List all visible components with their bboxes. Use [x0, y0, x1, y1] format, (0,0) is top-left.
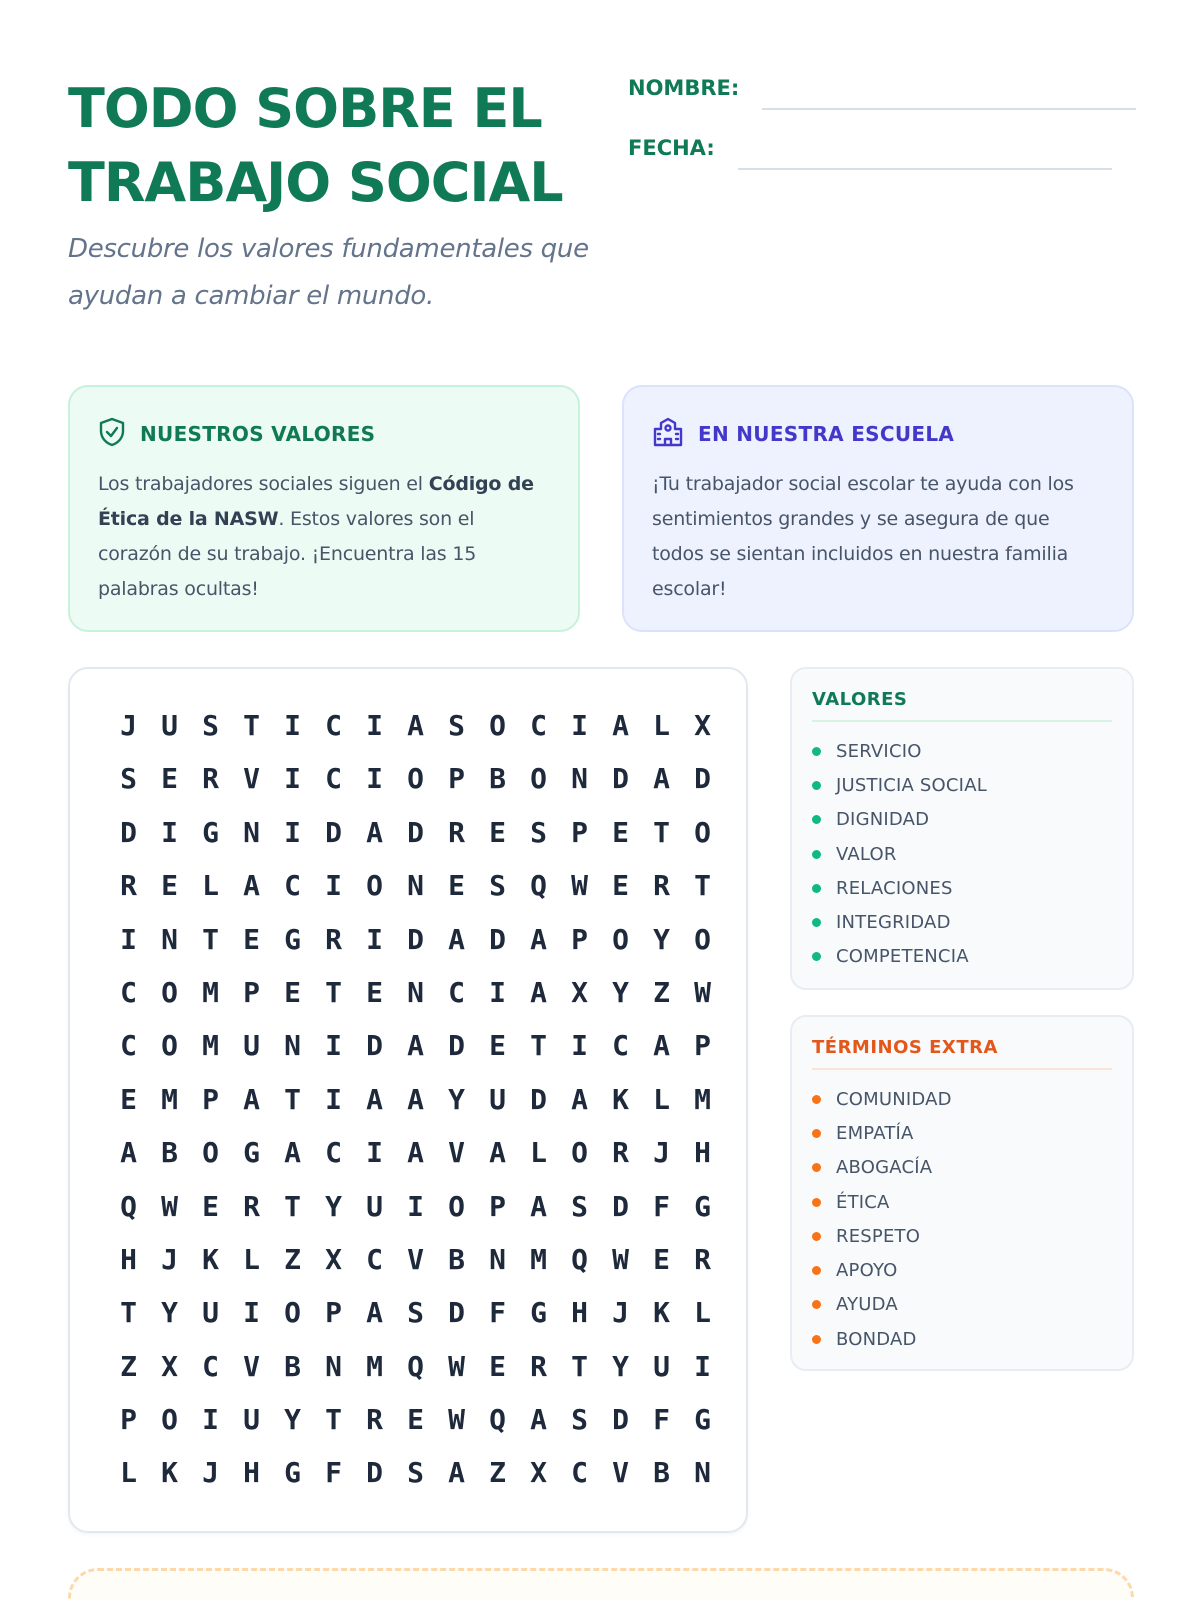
grid-letter[interactable]: I [284, 762, 301, 796]
grid-letter[interactable]: Z [653, 975, 670, 1009]
grid-letter[interactable]: S [202, 709, 219, 742]
word-list-item [812, 940, 1112, 974]
grid-letter[interactable]: P [325, 1296, 342, 1330]
extra-word-list [790, 1015, 1134, 1371]
bullet-dot-icon [812, 918, 821, 927]
grid-letter[interactable]: O [407, 762, 424, 796]
grid-letter[interactable]: Y [284, 1403, 301, 1437]
grid-letter[interactable]: E [448, 869, 465, 903]
grid-letter[interactable]: Y [161, 1296, 178, 1330]
grid-letter[interactable]: R [366, 1403, 383, 1437]
grid-letter[interactable]: Y [653, 922, 670, 956]
grid-letter[interactable]: L [202, 869, 219, 903]
grid-letter[interactable]: R [653, 869, 670, 903]
grid-letter[interactable]: S [571, 1403, 588, 1437]
grid-letter[interactable]: E [366, 975, 383, 1009]
grid-letter[interactable]: A [243, 869, 260, 903]
grid-letter[interactable]: G [243, 1136, 260, 1170]
word-label: RELACIONES [836, 877, 953, 899]
grid-letter[interactable]: Q [120, 1189, 137, 1223]
letter-grid [108, 699, 723, 1500]
grid-letter[interactable]: O [161, 975, 178, 1009]
grid-letter[interactable]: I [202, 1403, 219, 1437]
bottom-dashed-panel [68, 1568, 1134, 1600]
word-list-item [812, 1219, 1112, 1253]
grid-letter[interactable]: N [571, 762, 588, 796]
word-list-item [812, 1288, 1112, 1322]
grid-letter[interactable]: N [243, 815, 260, 849]
values-card-title: NUESTROS VALORES [140, 422, 376, 446]
bullet-dot-icon [812, 884, 821, 893]
grid-letter[interactable]: L [694, 1296, 711, 1330]
word-label: SERVICIO [836, 740, 922, 762]
grid-letter[interactable]: U [366, 1189, 383, 1223]
grid-letter[interactable]: U [243, 1403, 260, 1437]
grid-letter[interactable]: Y [325, 1189, 342, 1223]
grid-letter[interactable]: E [284, 975, 301, 1009]
grid-letter[interactable]: W [694, 975, 711, 1009]
grid-letter[interactable]: B [489, 762, 506, 796]
grid-letter[interactable]: E [202, 1189, 219, 1223]
grid-letter[interactable]: A [489, 1136, 506, 1170]
grid-letter[interactable]: E [489, 1349, 506, 1383]
word-label: JUSTICIA SOCIAL [836, 774, 987, 796]
word-search-grid [68, 667, 748, 1533]
grid-letter[interactable]: A [366, 815, 383, 849]
grid-letter[interactable]: O [284, 1296, 301, 1330]
grid-letter[interactable]: P [571, 922, 588, 956]
grid-letter[interactable]: A [448, 922, 465, 956]
grid-letter[interactable]: I [284, 709, 301, 742]
grid-letter[interactable]: D [366, 1029, 383, 1063]
grid-letter[interactable]: M [202, 975, 219, 1009]
grid-letter[interactable]: R [530, 1349, 547, 1383]
grid-letter[interactable]: B [653, 1456, 670, 1490]
grid-letter[interactable]: P [694, 1029, 711, 1063]
grid-letter[interactable]: U [243, 1029, 260, 1063]
grid-letter[interactable]: I [161, 815, 178, 849]
grid-letter[interactable]: O [694, 815, 711, 849]
grid-letter[interactable]: D [366, 1456, 383, 1490]
word-list-item [812, 871, 1112, 905]
grid-letter[interactable]: Y [612, 1349, 629, 1383]
grid-letter[interactable]: A [284, 1136, 301, 1170]
grid-letter[interactable]: X [571, 975, 588, 1009]
grid-letter[interactable]: A [612, 709, 629, 742]
grid-letter[interactable]: T [202, 922, 219, 956]
grid-letter[interactable]: O [571, 1136, 588, 1170]
grid-letter[interactable]: N [489, 1242, 506, 1276]
school-card-text: ¡Tu trabajador social escolar te ayuda con los sentimientos grandes y se asegura de que todos se sientan incluidos en nuestra familia escolar! [652, 473, 1074, 600]
grid-letter[interactable]: X [694, 709, 711, 742]
grid-letter[interactable]: G [694, 1189, 711, 1223]
grid-letter[interactable]: M [366, 1349, 383, 1383]
bullet-dot-icon [812, 1335, 821, 1344]
grid-letter[interactable]: V [448, 1136, 465, 1170]
grid-letter[interactable]: I [284, 815, 301, 849]
word-label: APOYO [836, 1260, 898, 1282]
grid-letter[interactable]: E [407, 1403, 424, 1437]
grid-letter[interactable]: A [530, 1403, 547, 1437]
grid-letter[interactable]: D [612, 762, 629, 796]
values-list-title: VALORES [812, 689, 1112, 722]
grid-letter[interactable]: O [530, 762, 547, 796]
grid-letter[interactable]: D [120, 815, 137, 849]
date-label: FECHA: [628, 136, 715, 160]
grid-letter[interactable]: A [530, 975, 547, 1009]
grid-letter[interactable]: S [120, 762, 137, 796]
grid-letter[interactable]: E [161, 869, 178, 903]
grid-letter[interactable]: V [407, 1242, 424, 1276]
grid-letter[interactable]: W [612, 1242, 629, 1276]
grid-letter[interactable]: L [120, 1456, 137, 1490]
word-list-item [812, 1151, 1112, 1185]
grid-letter[interactable]: H [694, 1136, 711, 1170]
word-list-item [812, 1322, 1112, 1356]
word-list-item [812, 1185, 1112, 1219]
grid-letter[interactable]: X [161, 1349, 178, 1383]
grid-letter[interactable]: R [612, 1136, 629, 1170]
grid-letter[interactable]: T [653, 815, 670, 849]
grid-letter[interactable]: D [694, 762, 711, 796]
grid-letter[interactable]: P [489, 1189, 506, 1223]
grid-letter[interactable]: L [530, 1136, 547, 1170]
grid-letter[interactable]: A [407, 1136, 424, 1170]
values-card-text: Los trabajadores sociales siguen el Código de Ética de la NASW. Estos valores son el corazón de su trabajo. ¡Encuentra las 15 palabras ocultas! [98, 473, 534, 600]
grid-letter[interactable]: K [612, 1082, 629, 1116]
grid-letter[interactable]: R [120, 869, 137, 903]
grid-letter[interactable]: Z [120, 1349, 137, 1383]
grid-letter[interactable]: P [448, 762, 465, 796]
grid-letter[interactable]: U [489, 1082, 506, 1116]
grid-letter[interactable]: F [325, 1456, 342, 1490]
grid-letter[interactable]: O [694, 922, 711, 956]
word-label: COMPETENCIA [836, 946, 969, 968]
grid-letter[interactable]: C [284, 869, 301, 903]
grid-letter[interactable]: M [694, 1082, 711, 1116]
subtitle: Descubre los valores fundamentales que ayudan a cambiar el mundo. [68, 234, 589, 311]
grid-letter[interactable]: A [407, 709, 424, 742]
grid-letter[interactable]: S [571, 1189, 588, 1223]
grid-letter[interactable]: I [571, 709, 588, 742]
bullet-dot-icon [812, 1129, 821, 1138]
grid-letter[interactable]: A [366, 1296, 383, 1330]
grid-letter[interactable]: W [448, 1403, 465, 1437]
grid-letter[interactable]: J [120, 709, 137, 742]
grid-letter[interactable]: C [448, 975, 465, 1009]
grid-letter[interactable]: L [653, 1082, 670, 1116]
grid-letter[interactable]: W [571, 869, 588, 903]
bullet-dot-icon [812, 1198, 821, 1207]
grid-letter[interactable]: K [161, 1456, 178, 1490]
values-card [68, 385, 580, 632]
grid-letter[interactable]: X [530, 1456, 547, 1490]
grid-letter[interactable]: R [325, 922, 342, 956]
grid-letter[interactable]: S [530, 815, 547, 849]
word-list-item [812, 1082, 1112, 1116]
grid-letter[interactable]: C [325, 709, 342, 742]
name-field[interactable] [628, 76, 739, 100]
grid-letter[interactable]: G [284, 1456, 301, 1490]
grid-letter[interactable]: N [161, 922, 178, 956]
grid-letter[interactable]: O [161, 1403, 178, 1437]
grid-letter[interactable]: D [448, 1029, 465, 1063]
grid-letter[interactable]: W [448, 1349, 465, 1383]
grid-letter[interactable]: T [325, 975, 342, 1009]
grid-letter[interactable]: A [366, 1082, 383, 1116]
grid-letter[interactable]: D [530, 1082, 547, 1116]
grid-letter[interactable]: M [161, 1082, 178, 1116]
grid-letter[interactable]: D [325, 815, 342, 849]
grid-letter[interactable]: A [530, 1189, 547, 1223]
bullet-dot-icon [812, 1232, 821, 1241]
bullet-dot-icon [812, 781, 821, 790]
school-building-icon [652, 417, 684, 451]
bullet-dot-icon [812, 815, 821, 824]
grid-letter[interactable]: V [243, 1349, 260, 1383]
grid-letter[interactable]: N [407, 975, 424, 1009]
word-label: RESPETO [836, 1225, 921, 1247]
grid-letter[interactable]: F [653, 1189, 670, 1223]
grid-letter[interactable]: O [489, 709, 506, 742]
grid-letter[interactable]: I [366, 922, 383, 956]
grid-letter[interactable]: T [325, 1403, 342, 1437]
word-label: INTEGRIDAD [836, 912, 951, 934]
grid-letter[interactable]: I [120, 922, 137, 956]
name-label: NOMBRE: [628, 76, 740, 100]
grid-letter[interactable]: J [653, 1136, 670, 1170]
grid-letter[interactable]: C [120, 975, 137, 1009]
grid-letter[interactable]: I [489, 975, 506, 1009]
grid-letter[interactable]: O [161, 1029, 178, 1063]
grid-letter[interactable]: A [120, 1136, 137, 1170]
grid-letter[interactable]: Q [407, 1349, 424, 1383]
word-list-item [812, 803, 1112, 837]
grid-letter[interactable]: T [284, 1082, 301, 1116]
word-list-item [812, 1253, 1112, 1287]
grid-letter[interactable]: L [243, 1242, 260, 1276]
grid-letter[interactable]: A [243, 1082, 260, 1116]
word-label: ÉTICA [836, 1191, 890, 1213]
grid-letter[interactable]: E [243, 922, 260, 956]
grid-letter[interactable]: S [448, 709, 465, 742]
grid-letter[interactable]: P [571, 815, 588, 849]
grid-letter[interactable]: G [530, 1296, 547, 1330]
grid-letter[interactable]: D [448, 1296, 465, 1330]
grid-letter[interactable]: A [530, 922, 547, 956]
grid-letter[interactable]: R [202, 762, 219, 796]
grid-letter[interactable]: A [407, 1082, 424, 1116]
school-card-title: EN NUESTRA ESCUELA [698, 422, 955, 446]
grid-letter[interactable]: R [694, 1242, 711, 1276]
grid-letter[interactable]: C [325, 1136, 342, 1170]
grid-letter[interactable]: B [284, 1349, 301, 1383]
extra-list-title: TÉRMINOS EXTRA [812, 1037, 1112, 1070]
grid-letter[interactable]: C [612, 1029, 629, 1063]
grid-letter[interactable]: A [448, 1456, 465, 1490]
grid-letter[interactable]: L [653, 709, 670, 742]
grid-letter[interactable]: W [161, 1189, 178, 1223]
shield-check-icon [98, 417, 126, 451]
grid-letter[interactable]: G [694, 1403, 711, 1437]
grid-letter[interactable]: C [366, 1242, 383, 1276]
grid-letter[interactable]: C [120, 1029, 137, 1063]
grid-letter[interactable]: E [489, 815, 506, 849]
grid-letter[interactable]: C [571, 1456, 588, 1490]
bullet-dot-icon [812, 747, 821, 756]
grid-letter[interactable]: T [120, 1296, 137, 1330]
grid-letter[interactable]: G [284, 922, 301, 956]
grid-letter[interactable]: O [448, 1189, 465, 1223]
grid-letter[interactable]: Y [448, 1082, 465, 1116]
grid-letter[interactable]: E [489, 1029, 506, 1063]
grid-letter[interactable]: K [202, 1242, 219, 1276]
grid-letter[interactable]: Z [489, 1456, 506, 1490]
grid-letter[interactable]: I [325, 1082, 342, 1116]
grid-letter[interactable]: H [571, 1296, 588, 1330]
grid-letter[interactable]: I [366, 1136, 383, 1170]
grid-letter[interactable]: C [325, 762, 342, 796]
grid-letter[interactable]: I [366, 709, 383, 742]
grid-letter[interactable]: T [694, 869, 711, 903]
grid-letter[interactable]: D [612, 1189, 629, 1223]
grid-letter[interactable]: Q [571, 1242, 588, 1276]
grid-letter[interactable]: U [653, 1349, 670, 1383]
grid-letter[interactable]: J [161, 1242, 178, 1276]
grid-letter[interactable]: M [530, 1242, 547, 1276]
bullet-dot-icon [812, 1095, 821, 1104]
grid-letter[interactable]: F [653, 1403, 670, 1437]
grid-letter[interactable]: Q [489, 1403, 506, 1437]
word-label: AYUDA [836, 1294, 898, 1316]
grid-letter[interactable]: C [202, 1349, 219, 1383]
bullet-dot-icon [812, 952, 821, 961]
word-list-item [812, 734, 1112, 768]
grid-letter[interactable]: I [325, 869, 342, 903]
grid-letter[interactable]: V [612, 1456, 629, 1490]
name-line[interactable] [762, 108, 1136, 110]
title [68, 72, 628, 220]
grid-letter[interactable]: Y [612, 975, 629, 1009]
grid-letter[interactable]: O [366, 869, 383, 903]
word-list-item [812, 837, 1112, 871]
grid-letter[interactable]: S [407, 1456, 424, 1490]
grid-letter[interactable]: R [448, 815, 465, 849]
grid-letter[interactable]: S [489, 869, 506, 903]
grid-letter[interactable]: H [120, 1242, 137, 1276]
word-label: VALOR [836, 843, 897, 865]
bullet-dot-icon [812, 1163, 821, 1172]
grid-letter[interactable]: T [530, 1029, 547, 1063]
grid-letter[interactable]: N [407, 869, 424, 903]
grid-letter[interactable]: P [202, 1082, 219, 1116]
grid-letter[interactable]: T [243, 709, 260, 742]
grid-letter[interactable]: E [161, 762, 178, 796]
title-line-2: TRABAJO SOCIAL [68, 151, 563, 214]
grid-letter[interactable]: N [694, 1456, 711, 1490]
word-label: BONDAD [836, 1328, 917, 1350]
grid-letter[interactable]: H [243, 1456, 260, 1490]
grid-letter[interactable]: S [407, 1296, 424, 1330]
grid-letter[interactable]: I [243, 1296, 260, 1330]
date-field[interactable] [628, 136, 715, 160]
grid-letter[interactable]: T [284, 1189, 301, 1223]
grid-letter[interactable]: A [653, 1029, 670, 1063]
word-label: ABOGACÍA [836, 1157, 933, 1179]
grid-letter[interactable]: Z [284, 1242, 301, 1276]
title-line-1: TODO SOBRE EL [68, 77, 542, 140]
grid-letter[interactable]: P [243, 975, 260, 1009]
grid-letter[interactable]: D [407, 922, 424, 956]
grid-letter[interactable]: K [653, 1296, 670, 1330]
grid-letter[interactable]: N [325, 1349, 342, 1383]
grid-letter[interactable]: R [243, 1189, 260, 1223]
bullet-dot-icon [812, 1266, 821, 1275]
grid-letter[interactable]: I [407, 1189, 424, 1223]
grid-letter[interactable]: I [366, 762, 383, 796]
grid-letter[interactable]: T [571, 1349, 588, 1383]
grid-letter[interactable]: E [120, 1082, 137, 1116]
grid-letter[interactable]: I [694, 1349, 711, 1383]
bullet-dot-icon [812, 850, 821, 859]
grid-letter[interactable]: U [161, 709, 178, 742]
word-list-item [812, 768, 1112, 802]
grid-letter[interactable]: F [489, 1296, 506, 1330]
word-label: COMUNIDAD [836, 1088, 952, 1110]
grid-letter[interactable]: E [612, 869, 629, 903]
date-line[interactable] [738, 168, 1112, 170]
grid-letter[interactable]: U [202, 1296, 219, 1330]
grid-letter[interactable]: Q [530, 869, 547, 903]
grid-letter[interactable]: D [407, 815, 424, 849]
grid-letter[interactable]: B [448, 1242, 465, 1276]
grid-letter[interactable]: D [612, 1403, 629, 1437]
grid-letter[interactable]: A [571, 1082, 588, 1116]
grid-letter[interactable]: J [612, 1296, 629, 1330]
grid-letter[interactable]: J [202, 1456, 219, 1490]
school-card [622, 385, 1134, 632]
bullet-dot-icon [812, 1300, 821, 1309]
word-list-item [812, 905, 1112, 939]
grid-letter[interactable]: A [653, 762, 670, 796]
grid-letter[interactable]: X [325, 1242, 342, 1276]
grid-letter[interactable]: N [284, 1029, 301, 1063]
word-label: EMPATÍA [836, 1122, 914, 1144]
word-list-item [812, 1116, 1112, 1150]
grid-letter[interactable]: O [202, 1136, 219, 1170]
grid-letter[interactable]: C [530, 709, 547, 742]
grid-letter[interactable]: E [612, 815, 629, 849]
grid-letter[interactable]: V [243, 762, 260, 796]
grid-letter[interactable]: P [120, 1403, 137, 1437]
grid-letter[interactable]: E [653, 1242, 670, 1276]
grid-letter[interactable]: G [202, 815, 219, 849]
grid-letter[interactable]: O [612, 922, 629, 956]
grid-letter[interactable]: A [407, 1029, 424, 1063]
word-label: DIGNIDAD [836, 809, 930, 831]
grid-letter[interactable]: I [325, 1029, 342, 1063]
values-word-list [790, 667, 1134, 990]
grid-letter[interactable]: B [161, 1136, 178, 1170]
grid-letter[interactable]: D [489, 922, 506, 956]
grid-letter[interactable]: I [571, 1029, 588, 1063]
grid-letter[interactable]: M [202, 1029, 219, 1063]
